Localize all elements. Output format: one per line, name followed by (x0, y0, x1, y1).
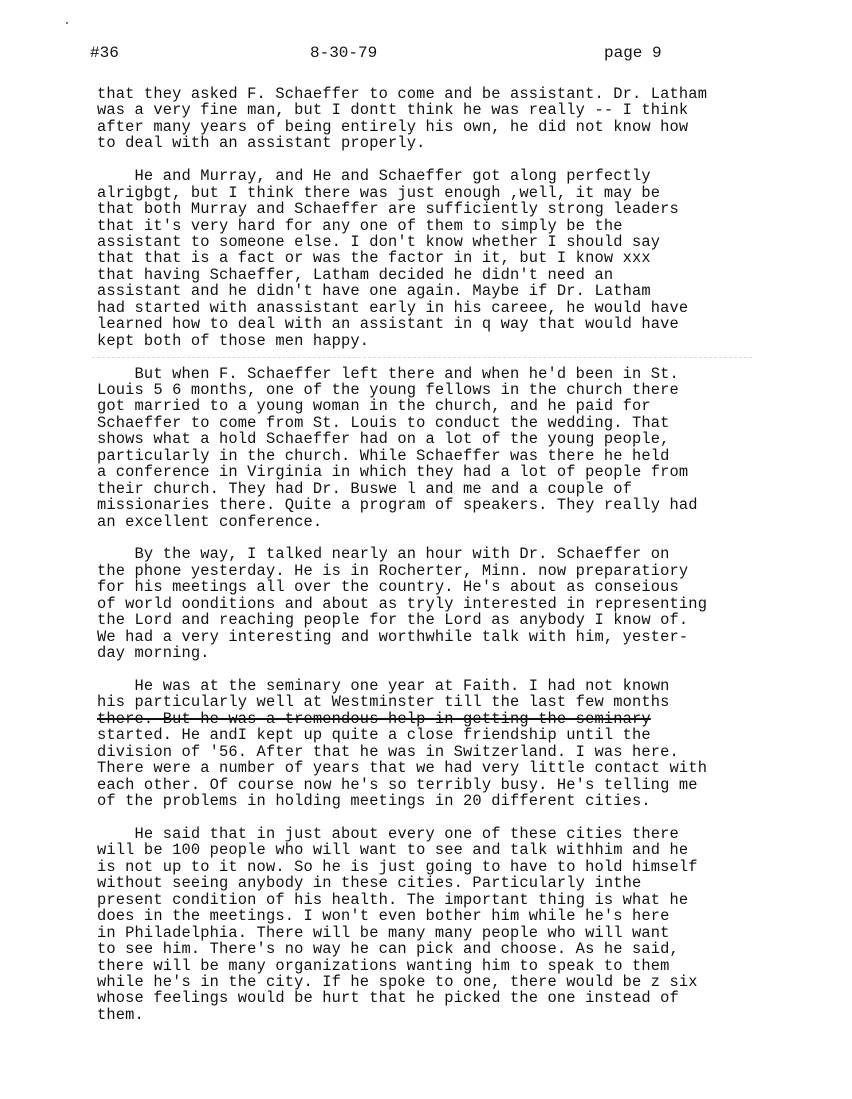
text-line: Louis 5 6 months, one of the young fellows in the church there (97, 381, 679, 399)
text-line: in Philadelphia. There will be many many people who will want (97, 923, 670, 942)
text-line: day morning. (97, 644, 210, 663)
text-line: alrigbgt, but I think there was just enough ,well, it may be (97, 183, 661, 202)
text-line: their church. They had Dr. Buswe l and me and a couple of (97, 479, 632, 498)
document-number: #36 (90, 44, 119, 62)
text-line: But when F. Schaeffer left there and when he'd been in St. (97, 364, 679, 383)
paragraph-4 (97, 546, 787, 661)
text-line: present condition of his health. The important thing is what he (97, 890, 689, 909)
text-line: for his meetings all over the country. He's about as conseious (97, 578, 679, 597)
text-line: division of '56. After that he was in Switzerland. I was here. (97, 742, 679, 761)
text-line: He and Murray, and He and Schaeffer got along perfectly (97, 167, 651, 186)
text-line: an excellent conference. (97, 512, 323, 531)
page-header (90, 44, 810, 66)
paragraph-3 (97, 366, 787, 530)
text-line: after many years of being entirely his own, he did not know how (97, 117, 689, 136)
text-line: that both Murray and Schaeffer are sufficiently strong leaders (97, 200, 679, 219)
text-line: started. He andI kept up quite a close friendship until the (97, 726, 651, 745)
text-line: there will be many organizations wanting him to speak to them (97, 956, 670, 975)
text-line: that it's very hard for any one of them to simply be the (97, 216, 623, 235)
text-line: particularly in the church. While Schaeffer was there he held (97, 446, 670, 465)
text-line: that they asked F. Schaeffer to come and be assistant. Dr. Latham (97, 85, 708, 103)
text-line: learned how to deal with an assistant in q way that would have (97, 315, 679, 334)
text-line: them. (97, 1005, 144, 1024)
text-line: got married to a young woman in the church, and he paid for (97, 397, 651, 416)
text-line: his particularly well at Westminster till the last few months (97, 693, 670, 712)
text-line: to deal with an assistant properly. (97, 134, 426, 153)
text-line: of the problems in holding meetings in 20 different cities. (97, 792, 651, 811)
text-line: There were a number of years that we had very little contact with (97, 759, 708, 778)
text-line: without seeing anybody in these cities. Particularly inthe (97, 874, 642, 893)
text-line: Schaeffer to come from St. Louis to conduct the wedding. That (97, 413, 670, 432)
paragraph-6 (97, 826, 787, 1023)
text-line: had started with anassistant early in his careee, he would have (97, 298, 689, 317)
text-line: is not up to it now. So he is just going to have to hold himself (97, 857, 698, 876)
text-line: a conference in Virginia in which they had a lot of people from (97, 463, 689, 482)
paper-speck (66, 22, 68, 24)
text-line: will be 100 people who will want to see and talk withhim and he (97, 841, 689, 860)
text-line: that that is a fact or was the factor in it, but I know xxx (97, 249, 651, 268)
paragraph-1 (97, 86, 787, 152)
text-line: the Lord and reaching people for the Lord as anybody I know of. (97, 611, 689, 630)
text-line: We had a very interesting and worthwhile talk with him, yester- (97, 627, 689, 646)
paragraph-5 (97, 678, 787, 810)
text-line: assistant to someone else. I don't know whether I should say (97, 233, 661, 251)
text-line: He was at the seminary one year at Faith. I had not known (97, 677, 670, 695)
text-line: was a very fine man, but I dontt think he was really -- I think (97, 101, 689, 120)
text-line: kept both of those men happy. (97, 331, 370, 350)
text-line: By the way, I talked nearly an hour with Dr. Schaeffer on (97, 545, 670, 564)
paragraph-2 (97, 168, 787, 349)
page-number: page 9 (604, 44, 662, 62)
struck-through-line: there. But he was a tremendous help in getting the seminary (97, 709, 651, 728)
document-date: 8-30-79 (310, 44, 378, 62)
text-line: to see him. There's no way he can pick and choose. As he said, (97, 940, 679, 959)
text-line: the phone yesterday. He is in Rocherter, Minn. now preparatiory (97, 561, 689, 580)
text-line: of world oonditions and about as tryly interested in representing (97, 594, 708, 613)
text-line: He said that in just about every one of these cities there (97, 825, 679, 843)
text-line: does in the meetings. I won't even bother him while he's here (97, 907, 670, 926)
text-line: that having Schaeffer, Latham decided he didn't need an (97, 265, 614, 284)
text-line: while he's in the city. If he spoke to one, there would be z six (97, 972, 698, 991)
text-line: shows what a hold Schaeffer had on a lot of the young people, (97, 430, 670, 449)
document-body (97, 86, 787, 1040)
text-line: missionaries there. Quite a program of speakers. They really had (97, 496, 698, 515)
text-line: each other. Of course now he's so terribly busy. He's telling me (97, 775, 698, 794)
text-line: whose feelings would be hurt that he picked the one instead of (97, 989, 679, 1008)
text-line: assistant and he didn't have one again. Maybe if Dr. Latham (97, 282, 651, 301)
